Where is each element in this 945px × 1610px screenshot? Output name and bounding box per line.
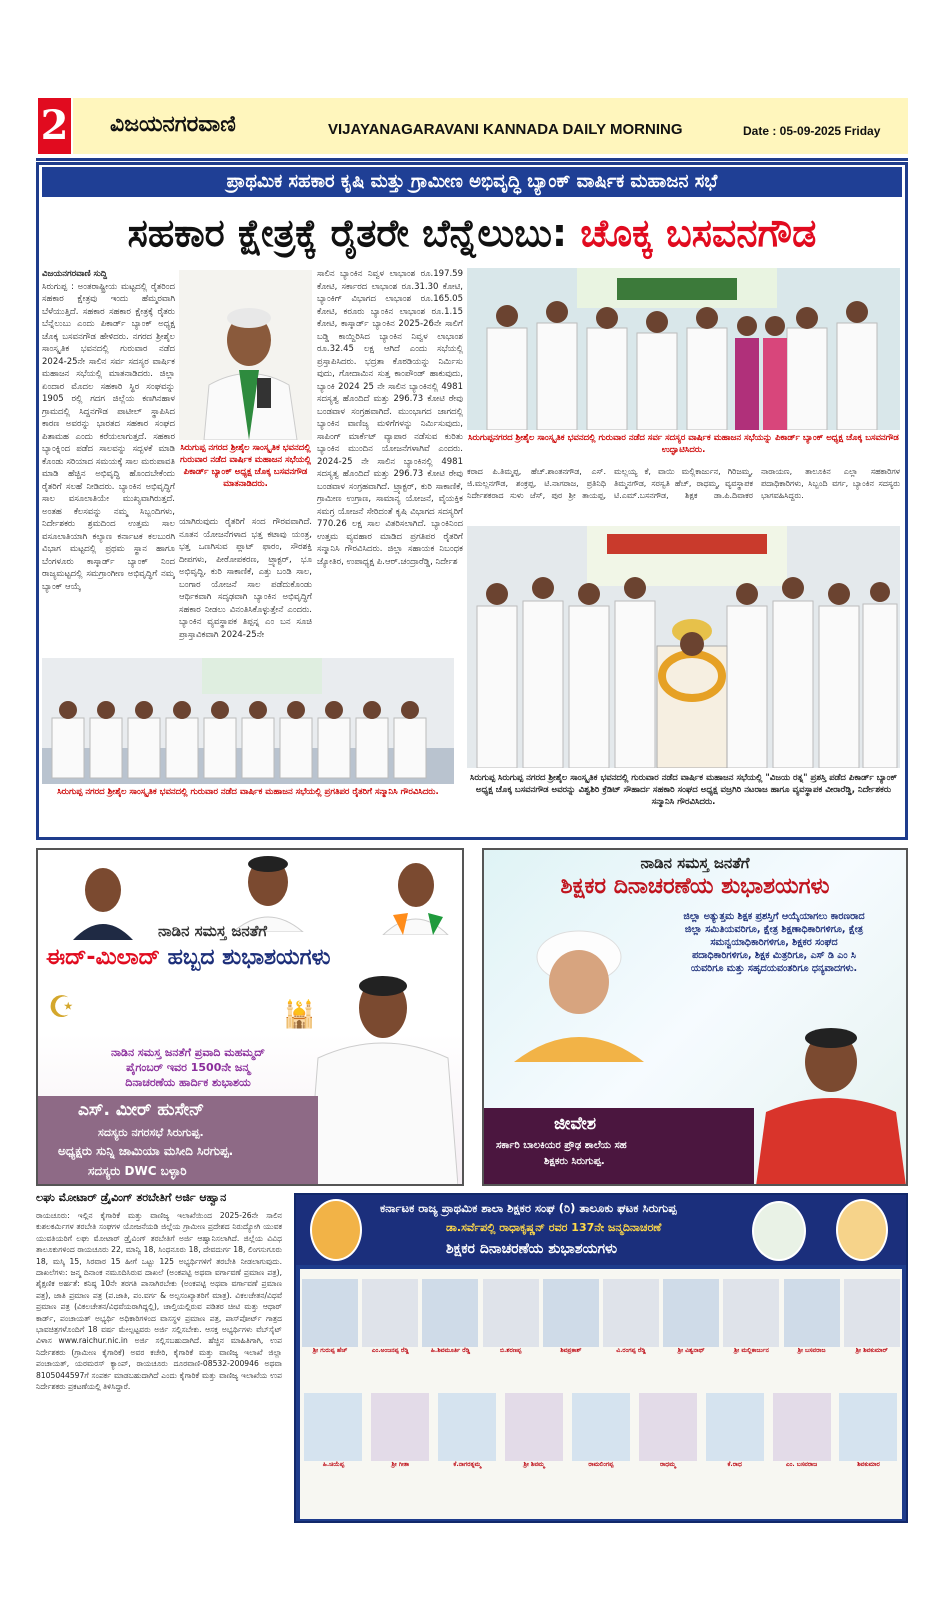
union-member-card	[773, 1393, 831, 1493]
union-members-row-2	[300, 1393, 902, 1493]
union-member-card	[438, 1393, 496, 1493]
union-member-card	[603, 1279, 659, 1379]
radhakrishnan-portrait	[504, 912, 654, 1062]
teacher-ad-title: ಶಿಕ್ಷಕರ ದಿನಾಚರಣೆಯ ಶುಭಾಶಯಗಳು	[560, 874, 830, 899]
union-member-card	[663, 1279, 719, 1379]
article-column-3: ಸಾಲಿನ ಬ್ಯಾಂಕಿನ ನಿವ್ವಳ ಲಾಭಾಂಶ ರೂ.197.59 ಕೋಟಿ, ಸರ್ಕಾರದ ಲಾಭಾಂಶ ರೂ.31.30 ಕೋಟಿ, ಬ್ಯಾಂಕಿಗ್ ವಿಭಾಗದ ಲಾಭಾಂಶ ರೂ.165.05 ಕೋಟಿ, ಕರೂರು ಬ್ಯಾಂಕಿನ ಲಾಭಾಂಶ ರೂ.1.15 ಕೋಟಿ, ಕಾಸ್ಕಾರ್ಡ್ ಬ್ಯಾಂಕಿನ 2025-26ನೇ ಸಾಲಿಗೆ ಬಡ್ಡಿ ಕಾಯ್ದಿರಿಸಿದ ಬ್ಯಾಂಕಿನ ನಿವ್ವಳ ಲಾಭಾಂಶ ರೂ.32.45 ಲಕ್ಷ ಆಗಿದೆ ಎಂದು ಸಭೆಯಲ್ಲಿ ಪ್ರಸ್ತಾಪಿಸಿದರು. ಭದ್ರತಾ ಕೊಠಡಿಯನ್ನು ನಿರ್ಮಿಸು ವುದು, ಗೋದಾಮಿನ ಸುತ್ತ ಕಾಂಪೌಂಡ್ ಹಾಕುವುದು, ಬ್ಯಾಂಕಿ 2024 25 ನೇ ಸಾಲಿನ ಬ್ಯಾಂಕಿನಲ್ಲಿ 4981 ಸದಸ್ಯತ್ವ ಹೊಂದಿದೆ ಮತ್ತು 296.73 ಕೋಟಿ ಠೇವು ಬಂಡವಾಳ ಸಂಗ್ರಹವಾಗಿದೆ. ಮುಂಭಾಗದ ಜಾಗದಲ್ಲಿ ಬ್ಯಾಂಕಿನ ವಾಣಿಜ್ಯ ಮಳಿಗೆಗಳನ್ನು ನಿರ್ಮಿಸುವುದು, ಸಾಪಿಂಗ್ ಮಾರ್ಕೆಟ್ ವ್ಯಾಪಾರ ನಡೆಸುವ ಕುರಿತು ಬ್ಯಾಂಕಿನ ಮುಂದಿನ ಯೋಜನೆಗಳಾಗಿವೆ ಎಂದರು. 2024-25 ನೇ ಸಾಲಿನ ಬ್ಯಾಂಕಿನಲ್ಲಿ 4981 ಸದಸ್ಯತ್ವ ಹೊಂದಿದೆ ಮತ್ತು 296.73 ಕೋಟಿ ಠೇವು ಬಂಡವಾಳ ಸಂಗ್ರಹವಾಗಿದೆ. ಟ್ರ್ಯಾಕ್ಟರ್, ಕುರಿ ಸಾಕಾಣಿಕೆ, ಗ್ರಾಮೀಣ ಉಗ್ರಾಣ, ಸಾಮಾನ್ಯ ಯೋಜನೆ, ವೈಯಕ್ತಿಕ ಸಮಗ್ರ ಯೋಜನೆ ಸೇರಿದಂತೆ ಕೃಷಿ ವಿಭಾಗದ ಸದಸ್ಯರಿಗೆ 770.26 ಲಕ್ಷ ಸಾಲ ವಿತರಿಸಲಾಗಿದೆ. ಬ್ಯಾಂಕಿನಿಂದ ಉತ್ತಮ ವ್ಯವಹಾರ ಮಾಡಿದ ಪ್ರಗತಿಪರ ರೈತರಿಗೆ ಸನ್ಮಾನಿಸಿ ಗೌರವಿಸಿದರು. ಜಿಲ್ಲಾ ಸಹಾಯಕ ನಿಬಂಧಕ ಜ್ಯೋತಿರ, ಉಪಾಧ್ಯಕ್ಷ ಪಿ.ಆರ್.ಚಂದ್ರಾರೆಡ್ಡಿ, ನಿರ್ದೇಶ	[317, 269, 463, 567]
union-greeting: ಶಿಕ್ಷಕರ ದಿನಾಚರಣೆಯ ಶುಭಾಶಯಗಳು	[446, 1241, 618, 1257]
teacher-name: ಜೀವೇಶ	[554, 1114, 597, 1134]
notice-title: ಲಘು ಮೋಟಾರ್ ಡ್ರೈವಿಂಗ್ ತರಬೇತಿಗೆ ಅರ್ಜಿ ಆಹ್ವಾನ	[36, 1191, 227, 1204]
member-name: ರಾಮಲಿಂಗಪ್ಪ	[588, 1461, 614, 1468]
member-name: ಶ್ರೀ ವಿಶ್ವನಾಥ್	[677, 1347, 705, 1354]
member-name: ಹಿ.ಶಿವಮೂರ್ತಿ ರೆಡ್ಡಿ	[430, 1347, 471, 1354]
union-member-card	[844, 1279, 900, 1379]
member-name: ಶ್ರೀ ಶಿವಮ್ಮ	[523, 1461, 545, 1468]
eid-milad-advertisement	[36, 848, 464, 1186]
member-photo	[362, 1279, 418, 1347]
union-member-card	[784, 1279, 840, 1379]
teachers-day-advertisement	[482, 848, 908, 1186]
headline-part-black: ಸಹಕಾರ ಕ್ಷೇತ್ರಕ್ಕೆ ರೈತರೇ ಬೆನ್ನೆಲುಬು:	[127, 211, 568, 255]
member-name: ಎಂ.ಅಂಜನಪ್ಪ ರೆಡ್ಡಿ	[371, 1347, 409, 1354]
savitribai-medallion-icon	[836, 1199, 888, 1261]
page-number: 2	[38, 98, 71, 154]
member-photo	[706, 1393, 764, 1461]
teacher-designation-2: ಶಿಕ್ಷಕರು ಸಿರುಗುಪ್ಪ.	[544, 1156, 605, 1167]
eid-title-blue: ಹಬ್ಬದ ಶುಭಾಶಯಗಳು	[167, 945, 331, 970]
union-name: ಕರ್ನಾಟಕ ರಾಜ್ಯ ಪ್ರಾಥಮಿಕ ಶಾಲಾ ಶಿಕ್ಷಕರ ಸಂಘ (ರಿ) ತಾಲೂಕು ಘಟಕ ಸಿರುಗುಪ್ಪ	[380, 1201, 677, 1215]
award-ceremony-photo	[467, 526, 900, 768]
union-member-card	[422, 1279, 478, 1379]
member-photo	[505, 1393, 563, 1461]
member-photo	[784, 1279, 840, 1347]
member-name: ಬಿ.ಶರಣಪ್ಪ	[499, 1347, 522, 1354]
union-member-card	[706, 1393, 764, 1493]
union-members-grid	[300, 1269, 902, 1519]
member-photo	[543, 1279, 599, 1347]
masthead-rule	[36, 158, 908, 161]
leader-portrait-2	[228, 850, 308, 932]
jeevesha-portrait	[756, 1022, 906, 1186]
inauguration-photo-caption: ಸಿರುಗುಪ್ಪನಗರದ ಶ್ರೀಶೈಲ ಸಾಂಸ್ಕೃತಿಕ ಭವನದಲ್ಲಿ ಗುರುವಾರ ನಡೆದ ಸರ್ವ ಸದಸ್ಯರ ವಾರ್ಷಿಕ ಮಹಾಜನ ಸಭೆಯನ್ನು ಪಿಕಾರ್ಡ್ ಬ್ಯಾಂಕ್ ಅಧ್ಯಕ್ಷ ಚೊಕ್ಕ ಬಸವನಗೌಡ ಉದ್ಘಾಟಿಸಿದರು.	[468, 433, 899, 455]
speaker-photo-caption: ಸಿರುಗುಪ್ಪ ನಗರದ ಶ್ರೀಶೈಲ ಸಾಂಸ್ಕೃತಿಕ ಭವನದಲ್ಲಿ ಗುರುವಾರ ನಡೆದ ವಾರ್ಷಿಕ ಮಹಾಜನ ಸಭೆಯಲ್ಲಿ ಪಿಕಾರ್ಡ್ ಬ್ಯಾಂಕ್ ಅಧ್ಯಕ್ಷ ಚೊಕ್ಕ ಬಸವನಗೌಡ ಮಾತನಾಡಿದರು.	[179, 443, 312, 489]
member-name: ವಿ.ರಂಗಪ್ಪ ರೆಡ್ಡಿ	[616, 1347, 646, 1354]
leader-portrait-1	[68, 860, 138, 940]
teacher-designation-1: ಸರ್ಕಾರಿ ಬಾಲಕಿಯರ ಪ್ರೌಢ ಶಾಲೆಯ ಸಹ	[496, 1140, 627, 1151]
member-photo	[438, 1393, 496, 1461]
member-photo	[302, 1279, 358, 1347]
article-headline	[42, 200, 902, 266]
sponsor-role-2: ಅಧ್ಯಕ್ಷರು ಸುನ್ನಿ ಜಾಮಿಯಾ ಮಸೀದಿ ಸಿರಗುಪ್ಪ.	[58, 1144, 234, 1158]
eid-title	[46, 945, 330, 970]
member-name: ಶ್ರೀ ಮಲ್ಲಿಕಾರ್ಜುನ	[733, 1347, 769, 1354]
eid-message-line-2: ಪೈಗಂಬರ್ ಇವರ 1500ನೇ ಜನ್ಮ	[126, 1061, 250, 1074]
article-column-1	[42, 268, 175, 654]
article-column-2-bottom: ಯಾಗಿರುವುದು ರೈತರಿಗೆ ಸಂದ ಗೌರವವಾಗಿದೆ. ನೂತನ ಯೋಜನೆಗಳಾದ ಭತ್ತ ಕಟಾವು ಯಂತ್ರ, ಭತ್ತ ಒಣಗಿಸುವ ಪ್ಲಾಟ್ ಫಾರಂ, ಸೌರಶಕ್ತಿ ದೀಪಗಳು, ಪೀಠೋಪಕರಣ, ಟ್ರ್ಯಾಕ್ಟರ್, ಭೂ ಅಭಿವೃದ್ಧಿ, ಕುರಿ ಸಾಕಾಣಿಕೆ, ಎತ್ತು ಬಂಡಿ ಸಾಲ, ಬಂಗಾರ ಯೋಜನೆ ಸಾಲ ಪಡೆದುಕೊಂಡು ಆರ್ಥಿಕವಾಗಿ ಸದೃಢವಾಗಿ ಬ್ಯಾಂಕಿನ ಅಭಿವೃದ್ಧಿಗೆ ಸಹಕಾರ ನೀಡಲು ವಿನಂತಿಸಿಕೊಳ್ಳುತ್ತೇನೆ ಎಂದರು. ಬ್ಯಾಂಕಿನ ವ್ಯವಸ್ಥಾಪಕ ತಿಪ್ಪನ್ನ ಎಂ ಬನ ಸೂಚಿ ಪ್ರಾಸ್ತಾವಿಕವಾಗಿ 2024-25ನೇ	[179, 517, 312, 640]
member-photo	[773, 1393, 831, 1461]
award-ceremony-caption: ಸಿರುಗುಪ್ಪ ಸಿರುಗುಪ್ಪ ನಗರದ ಶ್ರೀಶೈಲ ಸಾಂಸ್ಕೃತಿಕ ಭವನದಲ್ಲಿ ಗುರುವಾರ ನಡೆದ ವಾರ್ಷಿಕ ಮಹಾಜನ ಸಭೆಯಲ್ಲಿ "ವಿಜಯ ರತ್ನ" ಪ್ರಶಸ್ತಿ ಪಡೆದ ಪಿಕಾರ್ಡ್ ಬ್ಯಾಂಕ್ ಅಧ್ಯಕ್ಷ ಚೊಕ್ಕ ಬಸವನಗೌಡ ಅವರನ್ನು ವಿಶ್ವಶಿರಿ ಕ್ರೆಡಿಟ್ ಸೌಹಾರ್ದ ಸಹಕಾರಿ ಸಂಘದ ಅಧ್ಯಕ್ಷ ವಜ್ರಗಿರಿ ನಟರಾಜ ಹಾಗೂ ವ್ಯವಸ್ಥಾಪಕ ವೀರಾರೆಡ್ಡಿ, ನಿರ್ದೇಶಕರು ಸನ್ಮಾನಿಸಿ ಗೌರವಿಸಿದರು.	[469, 773, 898, 807]
union-member-card	[839, 1393, 897, 1493]
member-photo	[304, 1393, 362, 1461]
attendees-text: ಕರಾದ ಪಿ.ತಿಮ್ಮಪ್ಪ, ಹೆಚ್.ಶಾಂತನಗೌಡ, ಎಸ್. ಜಿ.ಮಲ್ಲನಗೌಡ, ಶಂಕ್ರಪ್ಪ, ಟಿ.ನಾಗರಾಜ, ಪ್ರತಿನಿಧಿ ನಿರ್ದೇಶಕರಾದ ಸುಳು ಜೆಸ್, ಪುರ ಶ್ರೀ ತಾಯಪ್ಪ, ಮಲ್ಲಯ್ಯ ಕೆ, ವಾಯಿ ಮಲ್ಲಿಕಾರ್ಜುನ, ಗಿರಿಜಮ್ಮ, ತಿಮ್ಮನಗೌಡ, ಸರಸ್ವತಿ ಹೆಚ್, ರಾಧಮ್ಮ, ವ್ಯವಸ್ಥಾಪಕ ಟಿ.ಎಮ್.ಬಸನಗೌಡ, ಶಿಕ್ಷಕ ಡಾ.ಪಿ.ದಿವಾಕರ ನಾರಾಯಣ, ತಾಲೂಕಿನ ಎಲ್ಲಾ ಸಹಕಾರಿಗಳ ಪದಾಧಿಕಾರಿಗಳು, ಸಿಬ್ಬಂದಿ ವರ್ಗ, ಬ್ಯಾಂಕಿನ ಸದಸ್ಯರು ಭಾಗವಹಿಸಿದ್ದರು.	[467, 467, 900, 500]
farmers-felicitation-photo	[42, 658, 454, 784]
union-member-card	[572, 1393, 630, 1493]
issue-date: Date : 05-09-2025 Friday	[743, 124, 881, 138]
member-name: ಶಿವಕುಮಾರ	[857, 1461, 880, 1468]
member-photo	[839, 1393, 897, 1461]
union-member-card	[371, 1393, 429, 1493]
headline-part-red: ಚೊಕ್ಕ ಬಸವನಗೌಡ	[580, 211, 817, 255]
union-member-card	[483, 1279, 539, 1379]
member-name: ಕೆ.ರಾಧ	[727, 1461, 742, 1468]
inauguration-photo	[467, 268, 900, 430]
eid-message-line-3: ದಿನಾಚರಣೆಯ ಹಾರ್ದಿಕ ಶುಭಾಶಯ	[125, 1076, 251, 1089]
sponsor-role-3: ಸದಸ್ಯರು DWC ಬಳ್ಳಾರಿ	[88, 1164, 187, 1178]
eid-message-line-1: ನಾಡಿನ ಸಮಸ್ತ ಜನತೆಗೆ ಪ್ರವಾದಿ ಮಹಮ್ಮದ್	[111, 1046, 265, 1059]
member-name: ಶ್ರೀ ಬಸವರಾಜ	[797, 1347, 826, 1354]
sponsor-role-1: ಸದಸ್ಯರು ನಗರಸಭೆ ಸಿರುಗುಪ್ಪ.	[98, 1126, 204, 1139]
leader-portrait-3	[378, 855, 453, 935]
member-photo	[603, 1279, 659, 1347]
sponsor-portrait	[308, 968, 458, 1186]
notice-body: ರಾಯಚೂರು: ಇಲ್ಲಿನ ಕೈಗಾರಿಕೆ ಮತ್ತು ವಾಣಿಜ್ಯ ಇಲಾಖೆಯಿಂದ 2025-26ನೇ ಸಾಲಿನ ಕುಶಲಕರ್ಮಿಗಳ ತರಬೇತಿ ಸಂಘಗಳ ಯೋಜನೆಯಡಿ ಜಿಲ್ಲೆಯ ಗ್ರಾಮೀಣ ಪ್ರದೇಶದ ನಿರುದ್ಯೋಗಿ ಯುವಕ ಯುವತಿಯರಿಗೆ ಲಘು ಮೋಟಾರ್ ಡ್ರೈವಿಂಗ್ ತರಬೇತಿಗೆ ಅರ್ಜಿ ಆಹ್ವಾನಿಸಲಾಗಿದೆ. ಜಿಲ್ಲೆಯ ವಿವಿಧ ತಾಲೂಕುಗಳಿಂದ ರಾಯಚೂರು 22, ಮಾನ್ವಿ 18, ಸಿಂಧನೂರು 18, ದೇವದುರ್ಗ 18, ಲಿಂಗಸುಗೂರು 18, ಮಸ್ಕಿ 15, ಸಿರವಾರ 15 ಹೀಗೆ ಒಟ್ಟು 125 ಅಭ್ಯರ್ಥಿಗಳಿಗೆ ತರಬೇತಿ ನೀಡಲಾಗುವುದು. ದಾಖಲೆಗಳು: ಜನ್ಮ ದಿನಾಂಕ ನಮೂದಿಸಿರುವ ದಾಖಲೆ (ಅಂಕಪಟ್ಟಿ ಅಥವಾ ವರ್ಗಾವಣೆ ಪ್ರಮಾಣ ಪತ್ರ), ಶೈಕ್ಷಣಿಕ ಅರ್ಹತೆ: ಕನಿಷ್ಠ 10ನೇ ತರಗತಿ ಪಾಸಾಗಿರಬೇಕು (ಅಂಕಪಟ್ಟಿ ಅಥವಾ ವರ್ಗಾವಣೆ ಪ್ರಮಾಣ ಪತ್ರ), ಜಾತಿ ಪ್ರಮಾಣ ಪತ್ರ (ಪ.ಜಾತಿ, ಪಂ.ವರ್ಗ & ಅಲ್ಪಸಂಖ್ಯಾತರಿಗೆ ಮಾತ್ರ). ವಿಕಲಚೇತನ/ವಿಧವೆ ಪ್ರಮಾಣ ಪತ್ರ (ವಿಕಲಚೇತನ/ವಿಧವೆಯರಾಗಿದ್ದಲ್ಲಿ), ಚಾಲ್ತಿಯಲ್ಲಿರುವ ಪಡಿತರ ಚೀಟಿ ಮತ್ತು ಆಧಾರ್ ಕಾರ್ಡ್, ಪಂಚಾಯತ್ ಅಭ್ಯರ್ಥಿ ಅಧಿಕಾರಿಗಳಿಂದ ವಾಸಸ್ಥಳ ಪ್ರಮಾಣ ಪತ್ರ, ಪಾಸ್‌ಪೋರ್ಟ್ ಗಾತ್ರದ ಭಾವಚಿತ್ರಗಳೊಂದಿಗೆ 18 ವರ್ಷ ಮೇಲ್ಪಟ್ಟವರು ಅರ್ಜಿ ಸಲ್ಲಿಸಬೇಕು. ಆಸಕ್ತ ಅಭ್ಯರ್ಥಿಗಳು ವೆಬ್‌ಸೈಟ್ ವಿಳಾಸ www.raichur.nic.in ಅರ್ಜಿ ಸಲ್ಲಿಸಬಹುದಾಗಿದೆ. ಹೆಚ್ಚಿನ ಮಾಹಿತಿಗಾಗಿ, ಉಪ ನಿರ್ದೇಶಕರು (ಗ್ರಾಮೀಣ ಕೈಗಾರಿಕೆ) ಅವರ ಕಚೇರಿ, ಕೈಗಾರಿಕೆ ಮತ್ತು ವಾಣಿಜ್ಯ ಇಲಾಖೆ ಜಿಲ್ಲಾ ಪಂಚಾಯತ್, ಯರಮರಸ್ ಕ್ಯಾಂಪ್, ರಾಯಚೂರು ದೂರವಾಣಿ-08532-200946 ಅಥವಾ 8105044597ಗೆ ಸಂಪರ್ಕ ಮಾಡಬಹುದಾಗಿದೆ ಎಂದು ಕೈಗಾರಿಕೆ ಮತ್ತು ವಾಣಿಜ್ಯ ಇಲಾಖೆಯ ಉಪ ನಿರ್ದೇಶಕರು ಪ್ರಕಟಣೆಯಲ್ಲಿ ತಿಳಿಸಿದ್ದಾರೆ.	[36, 1211, 282, 1392]
union-members-row-1	[300, 1279, 902, 1379]
teacher-ad-greeting: ನಾಡಿನ ಸಮಸ್ತ ಜನತೆಗೆ	[640, 854, 750, 872]
member-photo	[663, 1279, 719, 1347]
union-member-card	[639, 1393, 697, 1493]
member-name: ಎಂ. ಬಸವರಾಜ	[785, 1461, 818, 1468]
speaker-photo	[179, 270, 312, 440]
union-emblem-icon	[752, 1201, 806, 1261]
member-name: ಶ್ರೀ ಗುರುಪ್ಪ ಹೆಚ್	[312, 1347, 348, 1354]
farmers-felicitation-caption: ಸಿರುಗುಪ್ಪ ನಗರದ ಶ್ರೀಶೈಲ ಸಾಂಸ್ಕೃತಿಕ ಭವನದಲ್ಲಿ ಗುರುವಾರ ನಡೆದ ವಾರ್ಷಿಕ ಮಹಾಜನ ಸಭೆಯಲ್ಲಿ ಪ್ರಗತಿಪರ ರೈತರಿಗೆ ಸನ್ಮಾನಿಸಿ ಗೌರವಿಸಿದರು.	[57, 787, 439, 797]
union-member-card	[543, 1279, 599, 1379]
eid-title-red: ಈದ್-ಮಿಲಾದ್	[46, 945, 160, 970]
column-1-text: ಸಿರುಗುಪ್ಪ : ಅಂತರಾಷ್ಟ್ರೀಯ ಮಟ್ಟದಲ್ಲಿ ರೈತರಿಂದ ಸಹಕಾರ ಕ್ಷೇತ್ರವು ಇಂದು ಹೆಮ್ಮರವಾಗಿ ಬೆಳೆಯುತ್ತಿದೆ. ಸಹಕಾರ ಸಹಕಾರ ಕ್ಷೇತ್ರಕ್ಕೆ ರೈತರು ಬೆನ್ನೆಲುಬು ಎಂದು ಪಿಕಾರ್ಡ್ ಬ್ಯಾಂಕ್ ಅಧ್ಯಕ್ಷ ಚೊಕ್ಕ ಬಸವನಗೌಡ ಹೇಳಿದರು. ನಗರದ ಶ್ರೀಶೈಲ ಸಾಂಸ್ಕೃತಿಕ ಭವನದಲ್ಲಿ ಗುರುವಾರ ನಡೆದ 2024-25ನೇ ಸಾಲಿನ ಸರ್ವ ಸದಸ್ಯರ ವಾರ್ಷಿಕ ಮಹಾಜನ ಸಭೆಯಲ್ಲಿ ಮಾತನಾಡಿದರು. ಜಿಲ್ಲಾ ಏಂದಾರ ಮೊದಲ ಸಹಕಾರಿ ಸ್ಥಿರ ಸಂಘವನ್ನು 1905 ರಲ್ಲಿ ಗದಗ ಜಿಲ್ಲೆಯ ಕಣಗಿನಹಾಳ ಗ್ರಾಮದಲ್ಲಿ ಸಿದ್ದನಗೌಡ ಪಾಟೀಲ್ ಸ್ಥಾಪಿಸಿದ ಕಾರಣ ಅವರನ್ನು ಭಾರತದ ಸಹಕಾರ ಸಂಘದ ಪಿತಾಮಹ ಎಂದು ಕರೆಯಲಾಗುತ್ತದೆ. ಸಹಕಾರ ಬ್ಯಾಂಕ್ನಿಂದ ಪಡೆದ ಸಾಲವನ್ನು ಸದ್ಬಳಕೆ ಮಾಡಿ ಕೊಂಡು ಸರಿಯಾದ ಸಮಯಕ್ಕೆ ಸಾಲ ಮರುಪಾವತಿ ಮಾಡಿ ಹೆಚ್ಚಿನ ಅಭಿವೃದ್ಧಿ ಹೊಂದಬೇಕೆಂದು ರೈತರಿಗೆ ಸಲಹೆ ನೀಡಿದರು. ಬ್ಯಾಂಕಿನ ಅಭಿವೃದ್ಧಿಗೆ ಸಾಲ ವಸೂಲಾತಿಯೇ ಮುಖ್ಯವಾಗಿರುತ್ತದೆ. ಅಂತಹ ಕೆಲಸವನ್ನು ನಮ್ಮ ಸಿಬ್ಬಂದಿಗಳು, ನಿರ್ದೇಶಕರು ಶ್ರಮದಿಂದ ಉತ್ತಮ ಸಾಲ ವಸೂಲಾತಿಯಾಗಿ ಕಲ್ಯಾಣ ಕರ್ನಾಟಕ ಕಲಬುರಗಿ ವಿಭಾಗ ಮಟ್ಟದಲ್ಲಿ ಪ್ರಥಮ ಸ್ಥಾನ ಹಾಗೂ ಬೆಂಗಳೂರು ಕಾಸ್ಕಾರ್ಡ್ ಬ್ಯಾಂಕ್ ನಿಂದ ರಾಜ್ಯಮಟ್ಟದಲ್ಲಿ ಸಮಗ್ರಾಂಗೀಣ ಅಭಿವೃದ್ಧಿಗೆ ನಮ್ಮ ಬ್ಯಾಂಕ್ ಆಯ್ಕೆ	[42, 281, 175, 592]
member-photo	[723, 1279, 779, 1347]
member-name: ಶ್ರೀ ಗೀತಾ	[391, 1461, 410, 1468]
union-member-card	[302, 1279, 358, 1379]
member-photo	[371, 1393, 429, 1461]
radhakrishnan-medallion-icon	[310, 1199, 362, 1261]
mosque-icon: 🕌	[283, 1000, 316, 1030]
paper-name-english: VIJAYANAGARAVANI KANNADA DAILY MORNING	[328, 121, 683, 138]
union-member-card	[505, 1393, 563, 1493]
member-name: ಶ್ರೀ ಶಿವಕುಮಾರ್	[855, 1347, 888, 1354]
member-photo	[639, 1393, 697, 1461]
eid-greeting: ನಾಡಿನ ಸಮಸ್ತ ಜನತೆಗೆ	[158, 922, 268, 940]
union-member-card	[304, 1393, 362, 1493]
sponsor-name: ಎಸ್. ಮೀರ್ ಹುಸೇನ್	[78, 1100, 205, 1120]
member-photo	[572, 1393, 630, 1461]
teacher-ad-message: ಜಿಲ್ಲಾ ಅತ್ಯುತ್ತಮ ಶಿಕ್ಷಕ ಪ್ರಶಸ್ತಿಗೆ ಆಯ್ಕೆಯಾಗಲು ಕಾರಣರಾದ ಜಿಲ್ಲಾ ಸಮಿತಿಯವರಿಗೂ, ಕ್ಷೇತ್ರ ಶಿಕ್ಷಣಾಧಿಕಾರಿಗಳಿಗೂ, ಕ್ಷೇತ್ರ ಸಮನ್ವಯಾಧಿಕಾರಿಗಳಿಗೂ, ಶಿಕ್ಷಕರ ಸಂಘದ ಪದಾಧಿಕಾರಿಗಳಿಗೂ, ಶಿಕ್ಷಕ ಮಿತ್ರರಿಗೂ, ಎಸ್ ಡಿ ಎಂ ಸಿ ಯವರಿಗೂ ಮತ್ತು ಸಹೃದಯವಂತರಿಗೂ ಧನ್ಯವಾದಗಳು.	[683, 911, 865, 974]
member-name: ಕೆ.ನಾಗರತ್ನಮ್ಮ	[453, 1461, 481, 1468]
paper-name-kannada: ವಿಜಯನಗರವಾಣಿ	[110, 112, 236, 137]
article-kicker: ಪ್ರಾಥಮಿಕ ಸಹಕಾರ ಕೃಷಿ ಮತ್ತು ಗ್ರಾಮೀಣ ಅಭಿವೃದ್ಧಿ ಬ್ಯಾಂಕ್ ವಾರ್ಷಿಕ ಮಹಾಜನ ಸಭೆ	[42, 167, 902, 197]
member-photo	[844, 1279, 900, 1347]
member-photo	[483, 1279, 539, 1347]
union-member-card	[362, 1279, 418, 1379]
crescent-moon-icon: ☪	[48, 990, 75, 1025]
union-anniversary: ಡಾ.ಸರ್ವೆಪಲ್ಲಿ ರಾಧಾಕೃಷ್ಣನ್ ರವರ 137ನೇ ಜನ್ಮದಿನಾಚರಣೆ	[446, 1221, 662, 1234]
member-name: ಶಿವಪ್ರಕಾಶ್	[560, 1347, 582, 1354]
teachers-union-advertisement	[294, 1193, 908, 1523]
eid-message	[68, 1045, 308, 1090]
union-member-card	[723, 1279, 779, 1379]
member-name: ರಾಧಮ್ಮ	[659, 1461, 676, 1468]
member-name: ಹಿ.ಚಿಯೆಪ್ಪ	[322, 1461, 345, 1468]
byline: ವಿಜಯನಗರವಾಣಿ ಸುದ್ದಿ	[42, 269, 108, 279]
member-photo	[422, 1279, 478, 1347]
